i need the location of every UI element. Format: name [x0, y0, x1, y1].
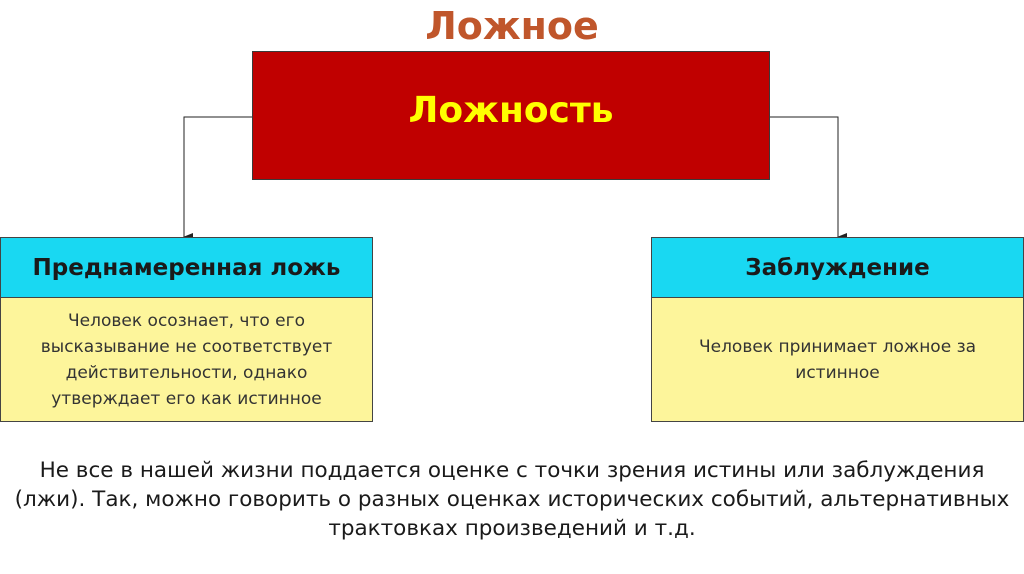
page-title: Ложное — [425, 4, 599, 48]
footer-paragraph — [0, 456, 1024, 543]
connector-right — [770, 117, 838, 237]
connector-left — [184, 117, 252, 237]
footer-line-3: трактовках произведений и т.д. — [328, 516, 696, 541]
right-card-heading: Заблуждение — [651, 237, 1024, 298]
main-concept-label: Ложность — [408, 90, 614, 131]
footer-line-1: Не все в нашей жизни поддается оценке с точки зрения истины или заблуждения — [39, 458, 985, 483]
main-concept-box — [252, 51, 770, 180]
footer-line-2: (лжи). Так, можно говорить о разных оценках исторических событий, альтернативных — [14, 487, 1010, 512]
left-card-heading: Преднамеренная ложь — [0, 237, 373, 298]
right-card-description: Человек принимает ложное за истинное — [651, 298, 1024, 422]
left-card — [0, 237, 373, 422]
right-card — [651, 237, 1024, 422]
left-card-description: Человек осознает, что его высказывание не соответствует действительности, однако утверждает его как истинное — [0, 298, 373, 422]
